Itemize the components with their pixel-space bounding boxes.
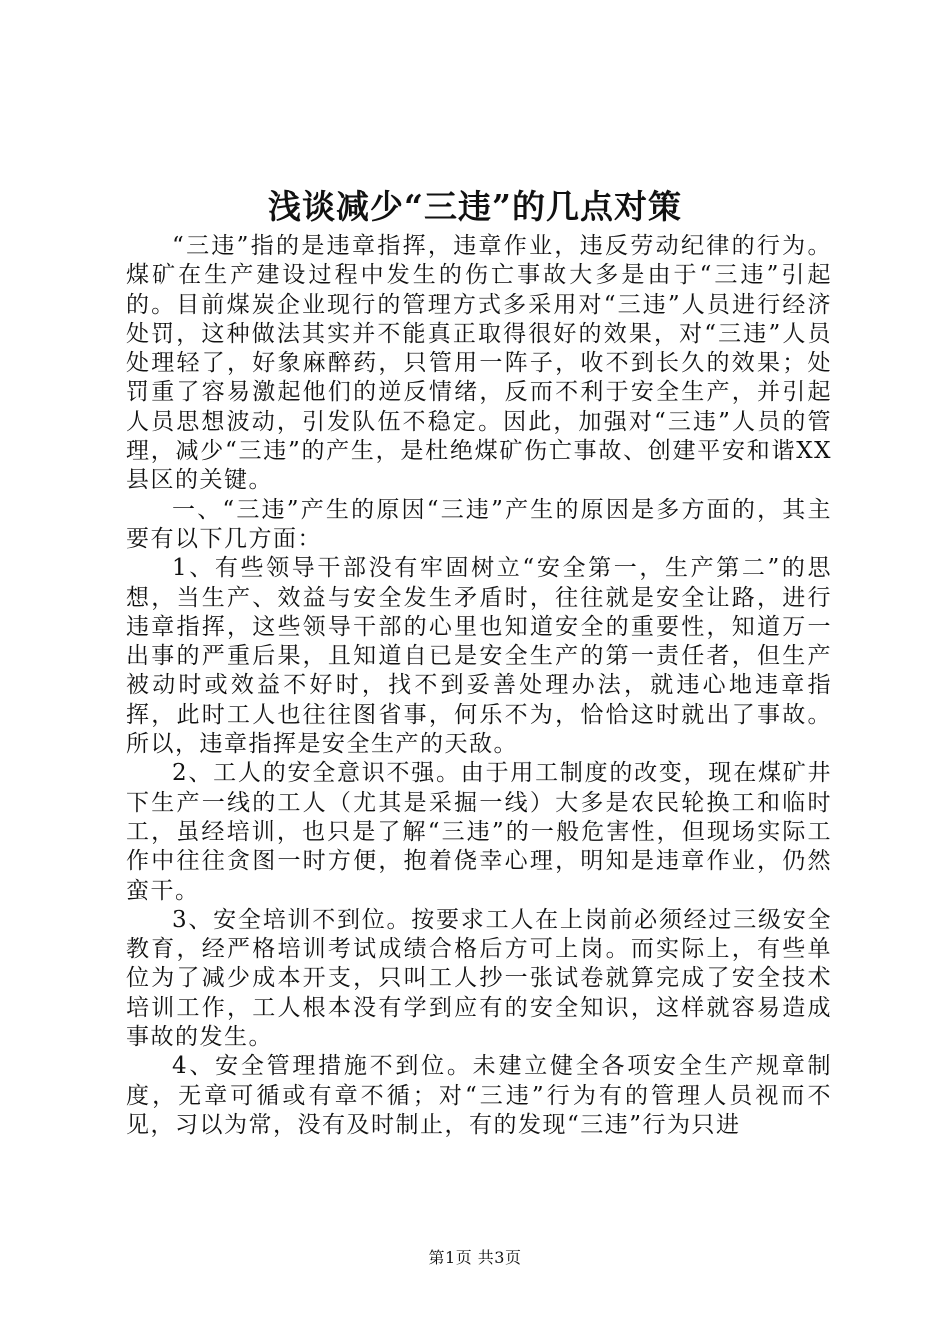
paragraph-point-4: 4、安全管理措施不到位。未建立健全各项安全生产规章制度，无章可循或有章不循；对“三违”行为有的管理人员视而不见，习以为常，没有及时制止，有的发现“三违”行为只进 (126, 1053, 832, 1138)
paragraph-point-1: 1、有些领导干部没有牢固树立“安全第一，生产第二”的思想，当生产、效益与安全发生矛盾时，往往就是安全让路，进行违章指挥，这些领导干部的心里也知道安全的重要性，知道万一出事的严重后果，且知道自已是安全生产的第一责任者，但生产被动时或效益不好时，找不到妥善处理办法，就违心地违章指挥，此时工人也往往图省事，何乐不为，恰恰这时就出了事故。所以，违章指挥是安全生产的天敌。 (126, 555, 832, 758)
page-footer: 第1页 共3页 (428, 1248, 522, 1267)
document-title: 浅谈减少“三违”的几点对策 (268, 187, 682, 226)
paragraph-point-3: 3、安全培训不到位。按要求工人在上岗前必须经过三级安全教育，经严格培训考试成绩合格后方可上岗。而实际上，有些单位为了减少成本开支，只叫工人抄一张试卷就算完成了安全技术培训工作，工人根本没有学到应有的安全知识，这样就容易造成事故的发生。 (126, 906, 832, 1051)
paragraph-section-heading: 一、“三违”产生的原因“三违”产生的原因是多方面的，其主要有以下几方面： (126, 496, 832, 552)
paragraph-intro: “三违”指的是违章指挥，违章作业，违反劳动纪律的行为。煤矿在生产建设过程中发生的伤亡事故大多是由于“三违”引起的。目前煤炭企业现行的管理方式多采用对“三违”人员进行经济处罚，这种做法其实并不能真正取得很好的效果，对“三违”人员处理轻了，好象麻醉药，只管用一阵子，收不到长久的效果；处罚重了容易激起他们的逆反情绪，反而不利于安全生产，并引起人员思想波动，引发队伍不稳定。因此，加强对“三违”人员的管理，减少“三违”的产生，是杜绝煤矿伤亡事故、创建平安和谐XX县区的关键。 (126, 233, 832, 494)
paragraph-point-2: 2、工人的安全意识不强。由于用工制度的改变，现在煤矿井下生产一线的工人（尤其是采掘一线）大多是农民轮换工和临时工，虽经培训，也只是了解“三违”的一般危害性，但现场实际工作中往往贪图一时方便，抱着侥幸心理，明知是违章作业，仍然蛮干。 (126, 760, 832, 904)
document-body (126, 232, 832, 1140)
